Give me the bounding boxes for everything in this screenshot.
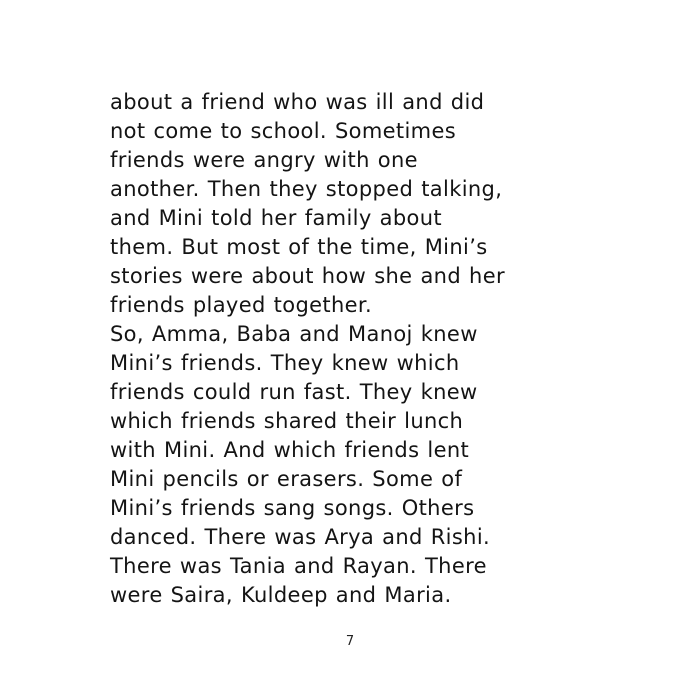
text-line: were Saira, Kuldeep and Maria.	[110, 583, 452, 607]
text-line: Mini’s friends. They knew which	[110, 351, 460, 375]
text-line: So, Amma, Baba and Manoj knew	[110, 322, 478, 346]
text-line: friends could run fast. They knew	[110, 380, 478, 404]
text-line: about a friend who was ill and did	[110, 90, 485, 114]
text-line: Mini pencils or erasers. Some of	[110, 467, 463, 491]
text-line: friends played together.	[110, 293, 372, 317]
paragraph-2	[110, 320, 590, 610]
text-line: There was Tania and Rayan. There	[110, 554, 487, 578]
text-line: with Mini. And which friends lent	[110, 438, 470, 462]
text-line: not come to school. Sometimes	[110, 119, 457, 143]
text-line: and Mini told her family about	[110, 206, 442, 230]
text-line: which friends shared their lunch	[110, 409, 464, 433]
text-line: danced. There was Arya and Rishi.	[110, 525, 491, 549]
paragraph-1	[110, 88, 590, 320]
text-line: another. Then they stopped talking,	[110, 177, 503, 201]
text-line: friends were angry with one	[110, 148, 418, 172]
page-number: 7	[345, 634, 355, 649]
text-line: stories were about how she and her	[110, 264, 505, 288]
text-line: them. But most of the time, Mini’s	[110, 235, 488, 259]
text-line: Mini’s friends sang songs. Others	[110, 496, 475, 520]
